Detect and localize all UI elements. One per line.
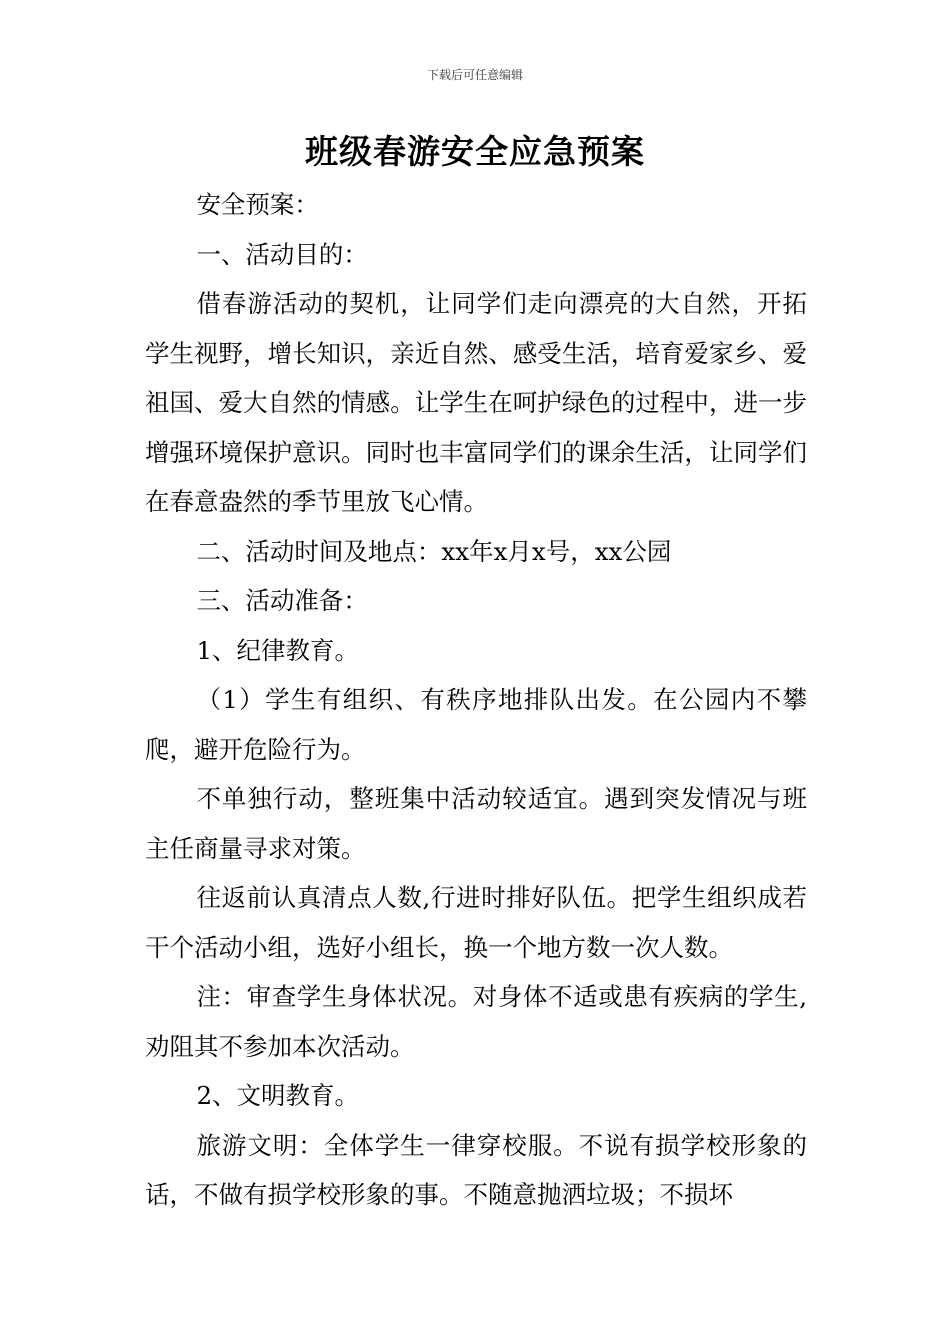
header-note: 下载后可任意编辑 — [426, 68, 523, 82]
paragraph-discipline-heading: 1、纪律教育。 — [196, 635, 360, 665]
paragraph-safety-plan: 安全预案： — [196, 190, 319, 219]
document-body — [145, 180, 807, 1220]
paragraph-discipline-2: 不单独行动，整班集中活动较适宜。遇到突发情况与班主任商量寻求对策。 — [145, 784, 807, 863]
paragraph-section-1-heading: 一、活动目的： — [196, 239, 368, 269]
paragraph-section-2-time-place: 二、活动时间及地点：xx年x月x号，xx公园 — [196, 536, 672, 566]
paragraph-discipline-1: （1）学生有组织、有秩序地排队出发。在公园内不攀爬，避开危险行为。 — [145, 685, 807, 764]
paragraph-purpose: 借春游活动的契机，让同学们走向漂亮的大自然，开拓学生视野，增长知识，亲近自然、感受生活，培育爱家乡、爱祖国、爱大自然的情感。让学生在呵护绿色的过程中，进一步增强环境保护意识。同时也丰富同学们的课余生活，让同学们在春意盎然的季节里放飞心情。 — [145, 289, 807, 516]
document-title: 班级春游安全应急预案 — [305, 132, 645, 171]
paragraph-civility-1: 旅游文明：全体学生一律穿校服。不说有损学校形象的话，不做有损学校形象的事。不随意抛洒垃圾；不损坏 — [145, 1130, 807, 1209]
paragraph-discipline-3: 往返前认真清点人数,行进时排好队伍。把学生组织成若干个活动小组，选好小组长，换一个地方数一次人数。 — [145, 883, 807, 962]
paragraph-section-3-heading: 三、活动准备： — [196, 586, 368, 615]
paragraph-civility-heading: 2、文明教育。 — [196, 1081, 360, 1110]
paragraph-health-note: 注：审查学生身体状况。对身体不适或患有疾病的学生,劝阻其不参加本次活动。 — [145, 982, 807, 1061]
